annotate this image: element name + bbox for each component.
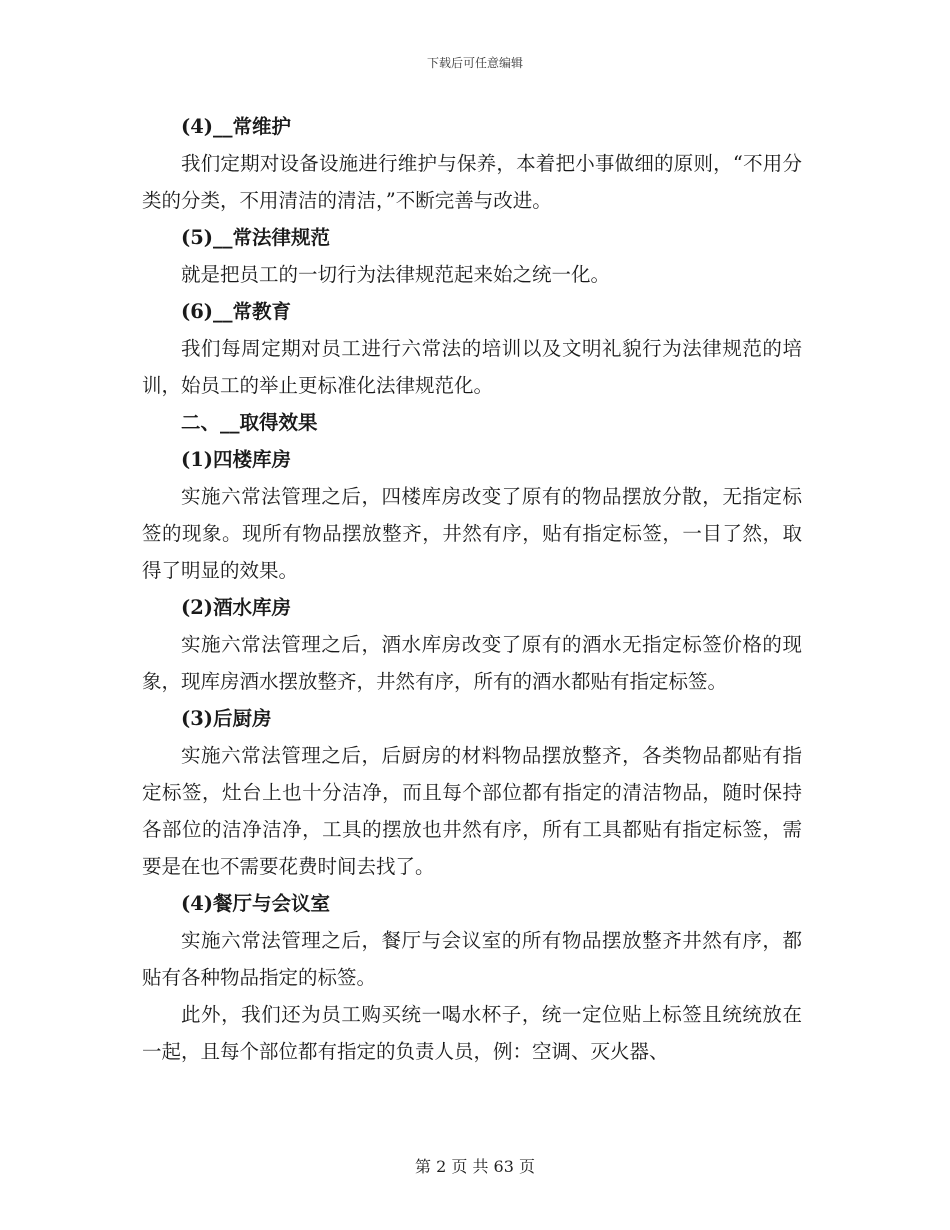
section-heading: (5)__常法律规范: [181, 226, 331, 249]
section-heading: (2)酒水库房: [181, 596, 292, 619]
body-paragraph: 就是把员工的一切行为法律规范起来始之统一化。: [181, 263, 611, 286]
body-paragraph: 我们每周定期对员工进行六常法的培训以及文明礼貌行为法律规范的培训，始员工的举止更标准化法律规范化。: [142, 337, 802, 397]
body-paragraph: 我们定期对设备设施进行维护与保养，本着把小事做细的原则，“不用分类的分类，不用清洁的清洁，”不断完善与改进。: [142, 152, 802, 212]
document-body: [142, 108, 802, 1070]
section-heading: (4)__常维护: [181, 115, 292, 138]
body-paragraph: 实施六常法管理之后，四楼库房改变了原有的物品摆放分散，无指定标签的现象。现所有物品摆放整齐，井然有序，贴有指定标签，一目了然，取得了明显的效果。: [142, 485, 802, 582]
body-paragraph: 实施六常法管理之后，酒水库房改变了原有的酒水无指定标签价格的现象，现库房酒水摆放整齐，井然有序，所有的酒水都贴有指定标签。: [142, 633, 802, 693]
page-footer: 第 2 页 共 63 页: [415, 1157, 535, 1176]
body-paragraph: 此外，我们还为员工购买统一喝水杯子，统一定位贴上标签且统统放在一起，且每个部位都有指定的负责人员，例：空调、灭火器、: [142, 1003, 802, 1063]
section-heading: (1)四楼库房: [181, 448, 292, 471]
section-heading: (4)餐厅与会议室: [181, 892, 331, 915]
section-heading: (6)__常教育: [181, 300, 292, 323]
body-paragraph: 实施六常法管理之后，餐厅与会议室的所有物品摆放整齐井然有序，都贴有各种物品指定的标签。: [142, 929, 802, 989]
page-header: 下载后可任意编辑: [426, 56, 523, 70]
section-heading: 二、__取得效果: [181, 411, 318, 434]
body-paragraph: 实施六常法管理之后，后厨房的材料物品摆放整齐，各类物品都贴有指定标签，灶台上也十分洁净，而且每个部位都有指定的清洁物品，随时保持各部位的洁净洁净，工具的摆放也井然有序，所有工具都贴有指定标签，需要是在也不需要花费时间去找了。: [142, 744, 802, 878]
section-heading: (3)后厨房: [181, 707, 272, 730]
